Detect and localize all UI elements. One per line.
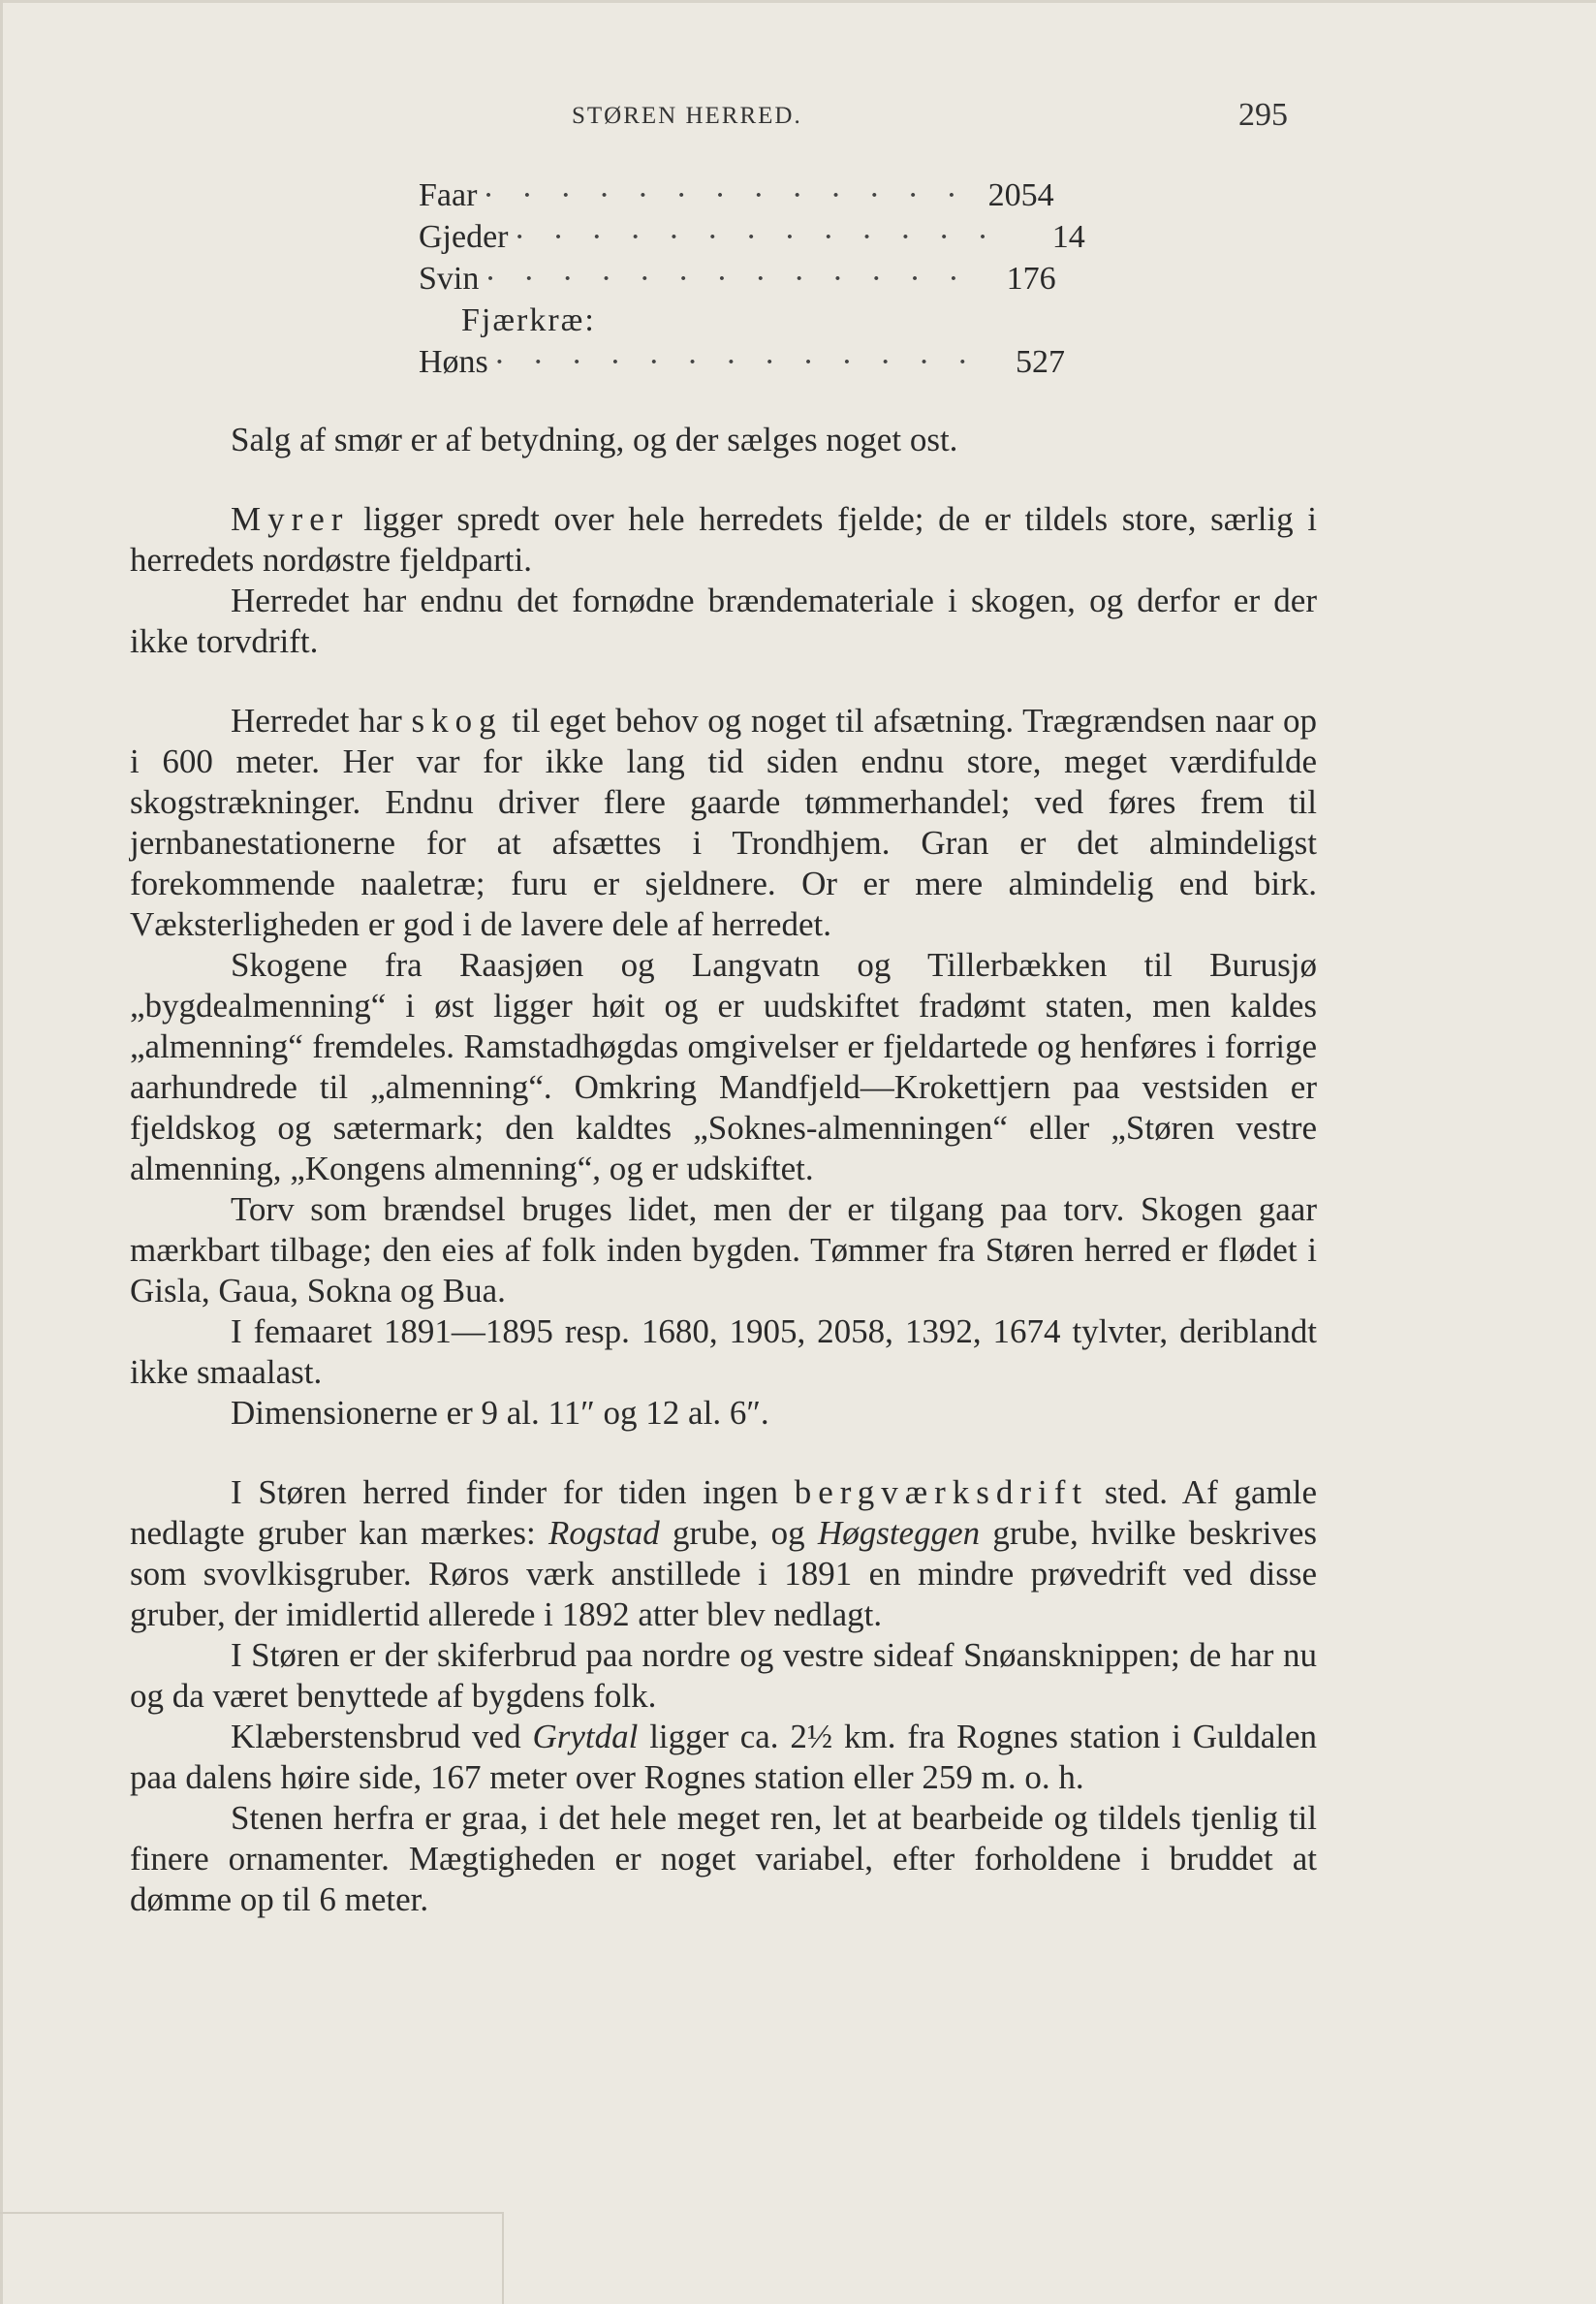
paragraph-bogs [130,499,1317,581]
paragraph-text: ligger ca. 2½ km. fra Rognes station i Guldalen paa dalens høire side, 167 meter over Rognes station eller 259 m. o. h. [130,1718,1317,1796]
livestock-label: Høns [419,344,488,380]
paragraph-forest [130,701,1317,945]
page-header [0,97,1596,136]
livestock-value: 2054 [987,177,1054,213]
paragraph-text: grube, og [659,1514,818,1552]
paragraph-commons: Skogene fra Raasjøen og Langvatn og Tillerbækken til Burusjø „bygdealmenning“ i øst ligger høit og er uudskiftet fradømt staten, men kaldes „almenning“ fremdeles. Ramstadhøgdas omgivelser er fjeldartede og henføres i forrige aarhundrede til „almenning“. Omkring Mandfjeld—Krokettjern paa vestsiden er fjeldskog og sætermark; den kaldtes „Soknes-almenningen“ eller „Støren vestre almenning, „Kongens almenning“, og er udskiftet. [130,946,1317,1187]
leader-dots: · · · · · · · · · · · · · [485,261,969,297]
italic-place-name: Grytdal [532,1718,639,1755]
livestock-table [419,174,1085,383]
paragraph-slate: I Støren er der skiferbrud paa nordre og vestre sideaf Snøansknippen; de har nu og da været benyttede af bygdens folk. [130,1636,1317,1715]
spaced-keyword: bergværksdrift [794,1473,1089,1511]
paragraph-text: Klæberstensbrud ved [231,1718,533,1755]
page-number: 295 [1238,97,1288,133]
livestock-value: 176 [1006,261,1056,297]
paragraph-text: grube, hvilke beskrives som svovlkisgruber. Røros værk anstillede i 1891 en mindre prøvedrift ved disse gruber, der imidlertid allerede i 1892 atter blev nedlagt. [130,1514,1317,1633]
paragraph-mining [130,1472,1317,1635]
livestock-row [419,216,1085,258]
page-top-edge [0,0,1596,3]
paragraph-soapstone [130,1717,1317,1798]
leader-dots: · · · · · · · · · · · · · [493,344,978,380]
livestock-value: 14 [1051,219,1085,255]
page-left-edge [0,0,3,2304]
paragraph-text: sted. Af gamle nedlagte gruber kan mærkes: [130,1473,1317,1552]
paragraph-text: til eget behov og noget til afsætning. Trægrændsen naar op i 600 meter. Her var for ikke lang tid siden endnu store, meget værdifulde skogstrækninger. Endnu driver flere gaarde tømmerhandel; ved føres frem til jernbanestationerne for at afsættes i Trondhjem. Gran er det almindeligst forekommende naaletræ; furu er sjeldnere. Or er mere almindelig end birk. Væksterligheden er god i de lavere dele af herredet. [130,702,1317,943]
paragraph-text: Herredet har [231,702,412,740]
paragraph-timber-figures: I femaaret 1891—1895 resp. 1680, 1905, 2058, 1392, 1674 tylvter, deriblandt ikke smaalast. [130,1312,1317,1391]
livestock-label: Faar [419,177,478,213]
body-text [130,420,1317,1920]
livestock-value: 527 [1016,344,1065,380]
livestock-label: Gjeder [419,219,509,255]
livestock-row [419,341,1065,383]
scan-corner-mark [0,2212,504,2304]
paragraph-dimensions: Dimensionerne er 9 al. 11″ og 12 al. 6″. [231,1394,769,1432]
italic-place-name: Rogstad [548,1514,660,1552]
livestock-row [419,258,1056,300]
paragraph-fuel: Herredet har endnu det fornødne brændemateriale i skogen, og derfor er der ikke torvdrift. [130,582,1317,660]
leader-dots: · · · · · · · · · · · · · [514,219,998,255]
paragraph-peat: Torv som brændsel bruges lidet, men der er tilgang paa torv. Skogen gaar mærkbart tilbage; den eies af folk inden bygden. Tømmer fra Støren herred er flødet i Gisla, Gaua, Sokna og Bua. [130,1190,1317,1310]
running-head: STØREN HERRED. [572,103,802,129]
paragraph-stone: Stenen herfra er graa, i det hele meget ren, let at bearbeide og tildels tjenlig til finere ornamenter. Mægtigheden er noget variabel, efter forholdene i bruddet at dømme op til 6 meter. [130,1799,1317,1918]
spaced-keyword: Myrer [231,500,350,538]
spaced-keyword: skog [411,702,503,740]
leader-dots: · · · · · · · · · · · · · [483,177,967,213]
paragraph-dairy: Salg af smør er af betydning, og der sælges noget ost. [231,421,958,458]
poultry-subheading: Fjærkræ: [461,302,596,338]
paragraph-text: I Støren herred finder for tiden ingen [231,1473,795,1511]
italic-place-name: Høgsteggen [817,1514,981,1552]
paragraph-text: ligger spredt over hele herredets fjelde; de er tildels store, særlig i herredets nordøstre fjeldparti. [130,500,1317,579]
livestock-label: Svin [419,261,480,297]
livestock-row [419,174,1054,216]
